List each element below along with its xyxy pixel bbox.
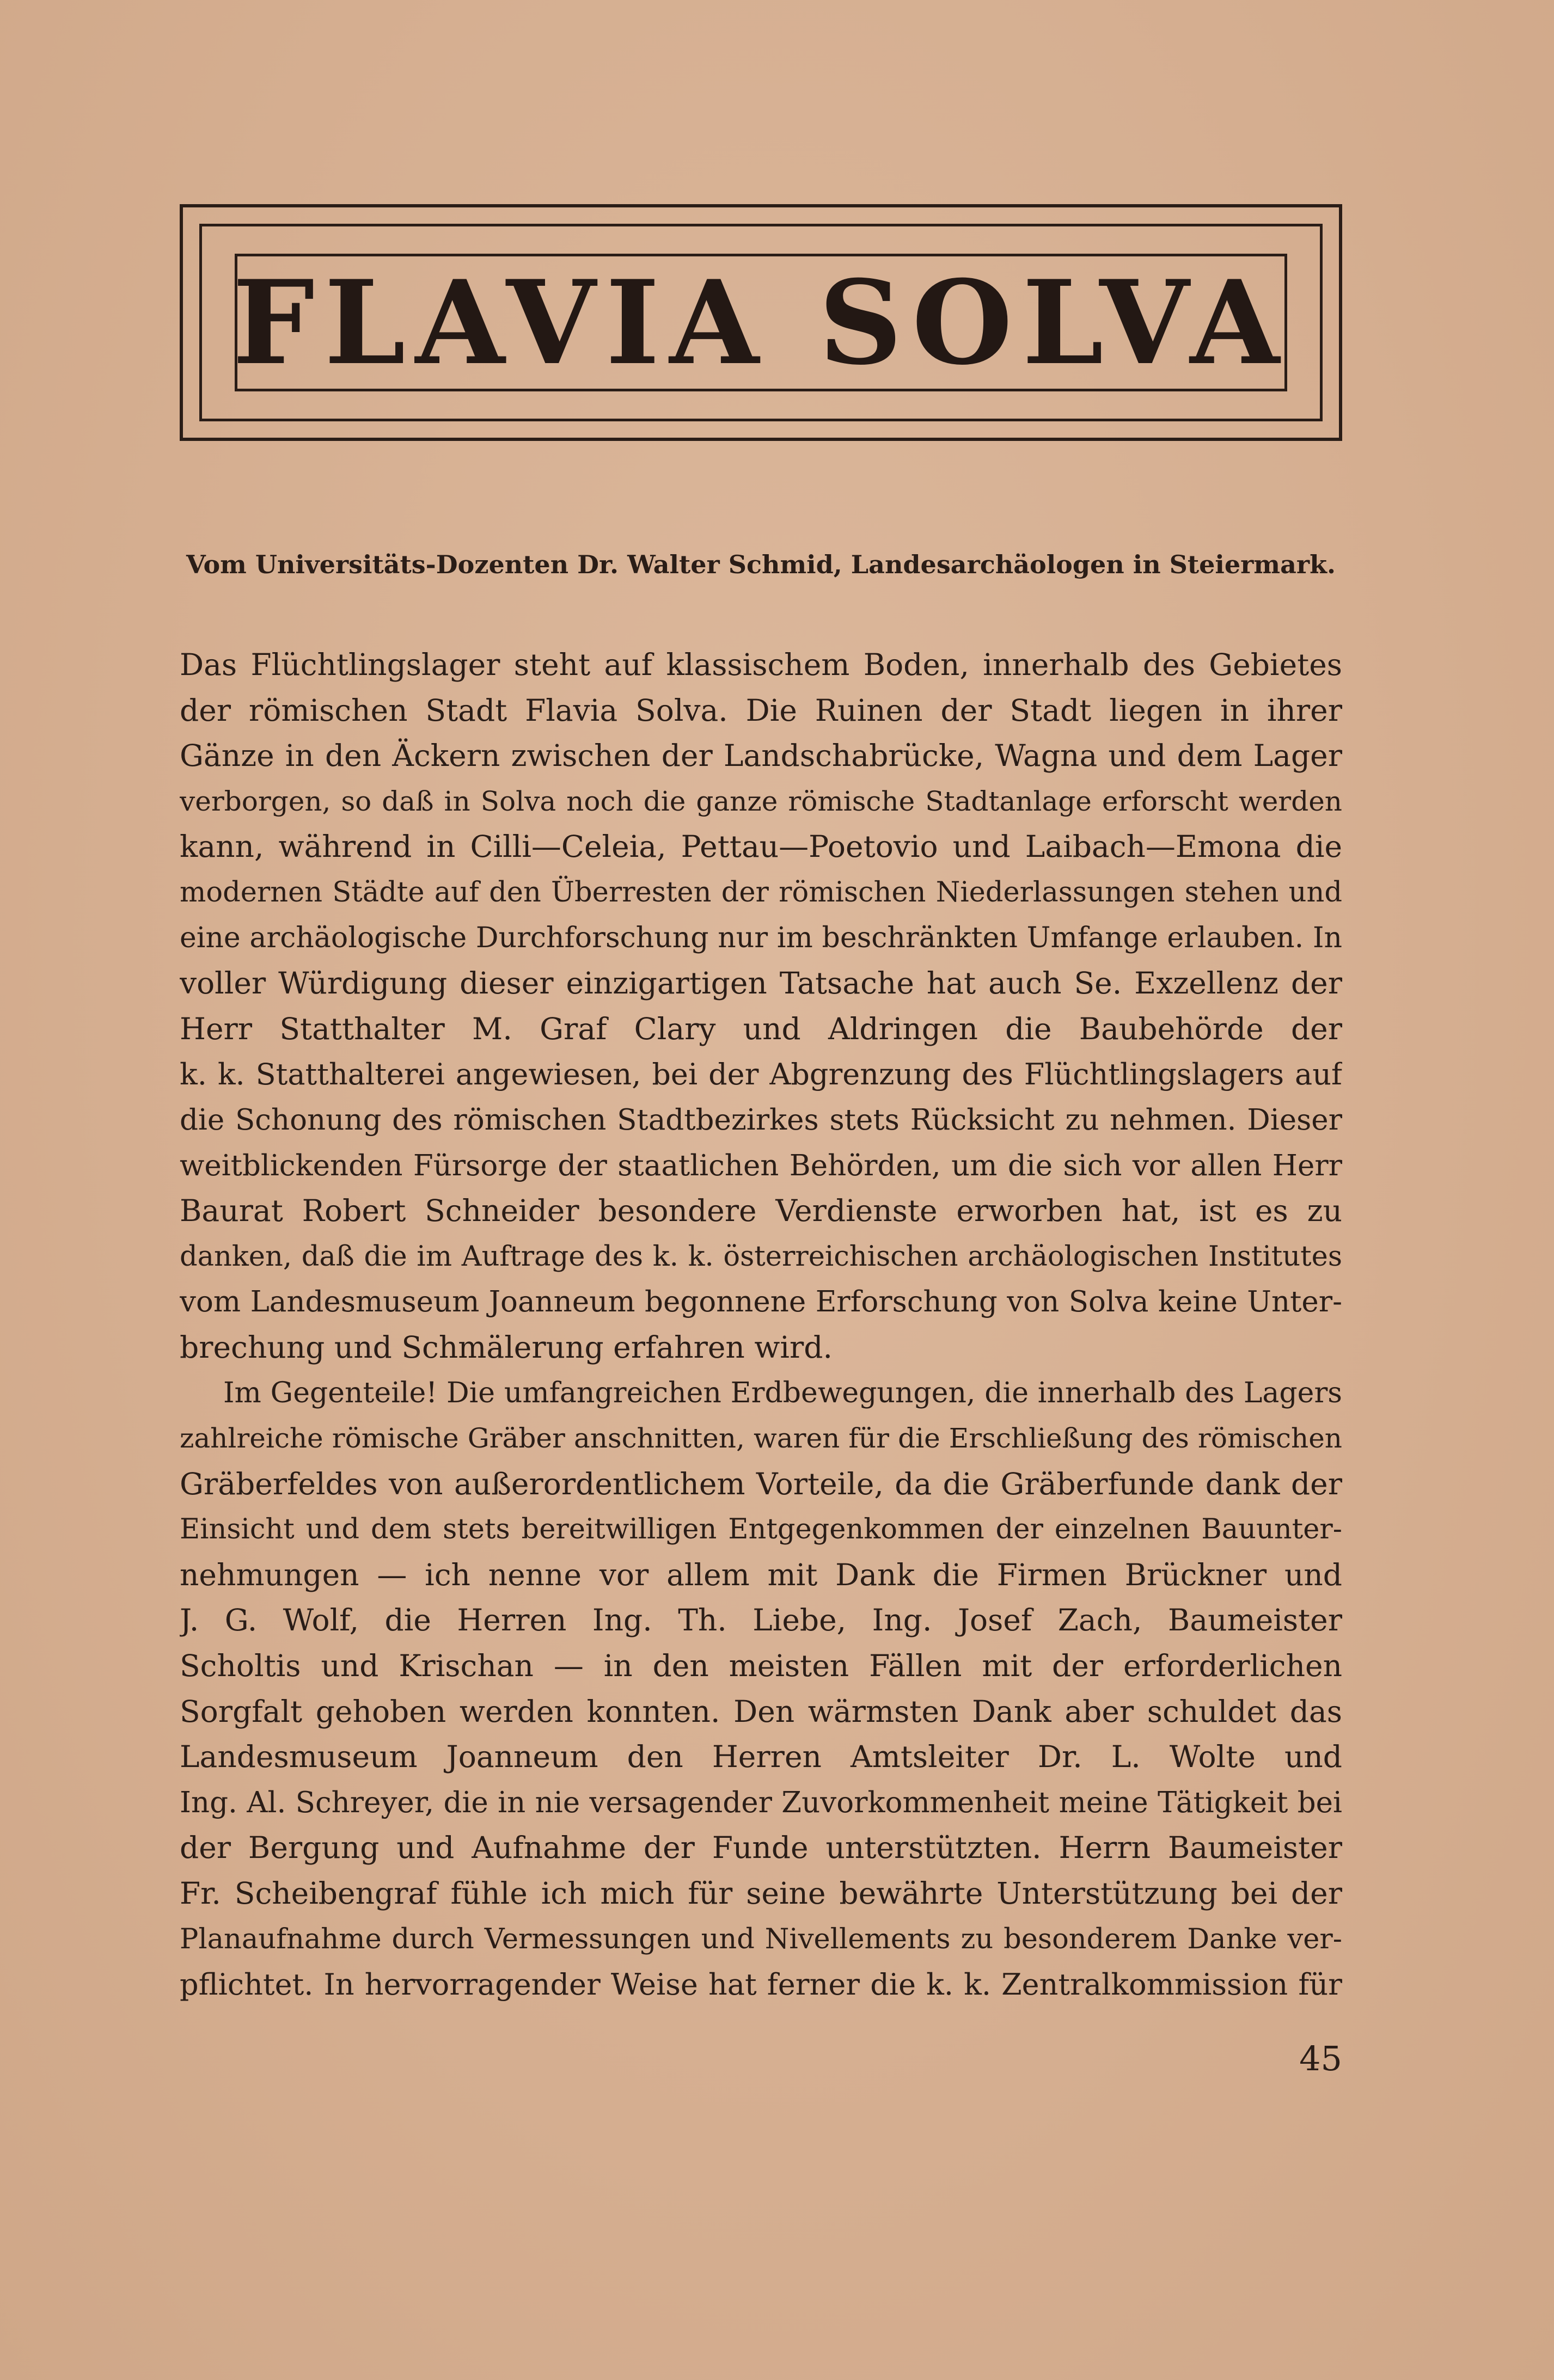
text-line: modernen Städte auf den Überresten der römischen Niederlassungen stehen und: [180, 876, 1342, 909]
text-line: eine archäologische Durchforschung nur im beschränkten Umfange erlauben. In: [180, 921, 1342, 954]
text-line: voller Würdigung dieser einzigartigen Tatsache hat auch Se. Exzellenz der: [180, 966, 1342, 1001]
text-line: Einsicht und dem stets bereitwilligen Entgegenkommen der einzelnen Bauunter-: [180, 1513, 1342, 1546]
text-line: Baurat Robert Schneider besondere Verdienste erworben hat, ist es zu: [180, 1193, 1342, 1229]
text-line: der römischen Stadt Flavia Solva. Die Ruinen der Stadt liegen in ihrer: [180, 692, 1342, 728]
text-line: Das Flüchtlingslager steht auf klassischem Boden, innerhalb des Gebietes: [180, 647, 1342, 682]
text-line: der Bergung und Aufnahme der Funde unterstützten. Herrn Baumeister: [180, 1830, 1342, 1866]
page-title: FLAVIA SOLVA: [233, 254, 1289, 390]
text-line: verborgen, so daß in Solva noch die ganze römische Stadtanlage erforscht werden: [180, 785, 1342, 817]
text-line: Gräberfeldes von außerordentlichem Vorteile, da die Gräberfunde dank der: [180, 1466, 1342, 1501]
text-line: zahlreiche römische Gräber anschnitten, waren für die Erschließung des römischen: [180, 1422, 1342, 1455]
paragraph-1: [180, 642, 1342, 1371]
page-number: 45: [1299, 2039, 1342, 2078]
text-line: brechung und Schmälerung erfahren wird.: [180, 1329, 833, 1365]
text-line: Landesmuseum Joanneum den Herren Amtsleiter Dr. L. Wolte und: [180, 1739, 1342, 1775]
text-line: Gänze in den Äckern zwischen der Landschabrücke, Wagna und dem Lager: [180, 738, 1342, 774]
text-line: vom Landesmuseum Joanneum begonnene Erforschung von Solva keine Unter-: [180, 1285, 1342, 1319]
text-line: Im Gegenteile! Die umfangreichen Erdbewegungen, die innerhalb des Lagers: [223, 1376, 1342, 1409]
text-line: nehmungen — ich nenne vor allem mit Dank die Firmen Brückner und: [180, 1557, 1342, 1592]
text-line: k. k. Statthalterei angewiesen, bei der Abgrenzung des Flüchtlingslagers auf: [180, 1057, 1342, 1092]
text-line: Sorgfalt gehoben werden konnten. Den wärmsten Dank aber schuldet das: [180, 1694, 1342, 1729]
title-frame: [180, 204, 1342, 441]
text-line: Fr. Scheibengraf fühle ich mich für seine bewährte Unterstützung bei der: [180, 1876, 1342, 1911]
text-line: J. G. Wolf, die Herren Ing. Th. Liebe, Ing. Josef Zach, Baumeister: [180, 1603, 1342, 1638]
text-line: kann, während in Cilli—Celeia, Pettau—Poetovio und Laibach—Emona die: [180, 829, 1342, 864]
author-byline: Vom Universitäts-Dozenten Dr. Walter Schmid, Landesarchäologen in Steiermark.: [186, 550, 1336, 579]
text-line: die Schonung des römischen Stadtbezirkes stets Rücksicht zu nehmen. Dieser: [180, 1103, 1342, 1137]
title-frame-middle: [199, 224, 1323, 421]
text-line: pflichtet. In hervorragender Weise hat ferner die k. k. Zentralkommission für: [180, 1967, 1342, 2002]
title-frame-inner: [235, 254, 1287, 391]
body-text: [180, 642, 1342, 2008]
text-line: Herr Statthalter M. Graf Clary und Aldringen die Baubehörde der: [180, 1011, 1342, 1046]
paragraph-2: [180, 1371, 1342, 2008]
text-line: weitblickenden Fürsorge der staatlichen Behörden, um die sich vor allen Herr: [180, 1149, 1342, 1182]
text-line: Ing. Al. Schreyer, die in nie versagender Zuvorkommenheit meine Tätigkeit bei: [180, 1786, 1342, 1819]
text-line: Planaufnahme durch Vermessungen und Nivellements zu besonderem Danke ver-: [180, 1923, 1342, 1955]
text-line: danken, daß die im Auftrage des k. k. österreichischen archäologischen Institutes: [180, 1240, 1342, 1273]
text-line: Scholtis und Krischan — in den meisten Fällen mit der erforderlichen: [180, 1648, 1342, 1684]
